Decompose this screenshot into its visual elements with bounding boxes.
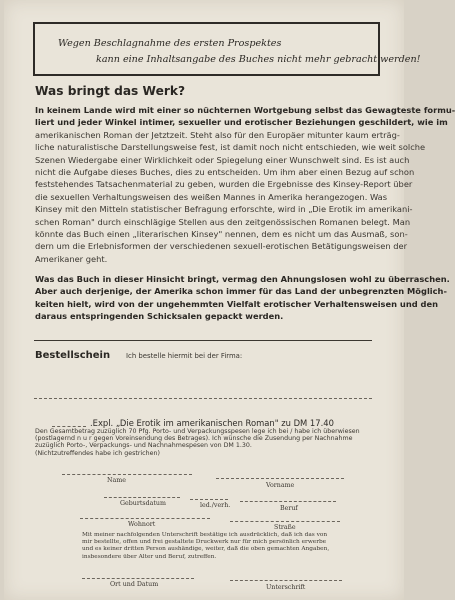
first-name-label: Vorname	[266, 482, 295, 489]
marital-status-field-line[interactable]	[190, 499, 228, 500]
paragraph-line: In keinem Lande wird mit einer so nüchternen Wortgebung selbst das Gewagteste formu-	[35, 105, 455, 115]
paragraph-line: daraus entspringenden Schicksalen gepackt werden.	[35, 311, 284, 322]
order-form-heading: Bestellschein	[35, 350, 111, 361]
description-paragraph-2	[35, 273, 450, 323]
price-note	[35, 428, 360, 457]
signature-field-line[interactable]	[230, 580, 342, 581]
paragraph-line: feststehendes Tatsachenmaterial zu geben, wurden die Ergebnisse des Kinsey-Report über	[35, 179, 413, 190]
residence-label: Wohnort	[128, 521, 156, 528]
notice-line-1: Wegen Beschlagnahme des ersten Prospektes	[58, 38, 282, 49]
consent-line: und es keiner dritten Person aushändige, weiter, daß die oben gemachten Angaben,	[82, 546, 330, 553]
street-label: Straße	[274, 524, 296, 531]
paragraph-line: liche naturalistische Darstellungsweise fest, ist damit noch nicht entschieden, wie weit solche	[35, 142, 426, 153]
paragraph-line: schen Roman" durch einschlägige Stellen aus den zeitgenössischen Romanen belegt. Man	[35, 216, 411, 227]
price-note-line: zuzüglich Porto-, Verpackungs- und Nachnahmespesen von DM 1.30.	[35, 442, 252, 450]
consent-line: Mit meiner nachfolgenden Unterschrift bestätige ich ausdrücklich, daß ich das von	[82, 532, 328, 538]
residence-field-line[interactable]	[80, 518, 210, 519]
birth-date-label: Geburtsdatum	[120, 500, 166, 507]
paragraph-line: keiten hielt, wird von der ungehemmten Vielfalt erotischer Verhaltensweisen und den	[35, 298, 439, 309]
paragraph-line: nicht die Aufgabe dieses Buches, dies zu entscheiden. Um ihm aber einen Bezug auf schon	[35, 166, 415, 177]
copies-quantity-line[interactable]	[52, 426, 86, 427]
paragraph-line: Szenen Wiedergabe einer Wirklichkeit oder Spiegelung einer Wunschwelt sind. Es ist auch	[35, 154, 410, 165]
occupation-field-line[interactable]	[240, 501, 336, 502]
name-label: Name	[107, 477, 126, 484]
marital-status-label: led./verh.	[200, 502, 231, 509]
paragraph-line: Was das Buch in dieser Hinsicht bringt, vermag den Ahnungslosen wohl zu überraschen.	[35, 274, 450, 284]
place-date-label: Ort und Datum	[110, 581, 159, 588]
paragraph-line: dern um die Erlebnisformen der verschiedenen sexuell-erotischen Betätigungsweisen der	[35, 241, 408, 252]
consent-line: insbesondere über Alter und Beruf, zutreffen.	[82, 553, 217, 560]
company-address-line[interactable]	[34, 398, 372, 399]
name-field-line[interactable]	[62, 474, 192, 475]
paragraph-line: liert und jeder Winkel intimer, sexueller und erotischer Beziehungen geschildert, wie im	[35, 117, 448, 128]
copies-order-line: .Expl. „Die Erotik im amerikanischen Roman" zu DM 17.40	[90, 418, 334, 428]
order-leaflet-page	[4, 0, 455, 600]
consent-line: mir bestellte, offen und frei gestaltete Druckwerk nur für mich persönlich erwerbe	[82, 539, 327, 546]
paragraph-line: die sexuellen Verhaltungsweisen des weißen Mannes in Amerika herangezogen. Was	[35, 191, 388, 202]
section-divider	[34, 340, 372, 341]
paragraph-line: Kinsey mit den Mitteln statistischer Befragung erforschte, wird in „Die Erotik im amerikani-	[35, 204, 413, 215]
first-name-field-line[interactable]	[216, 478, 344, 479]
intro-heading: Was bringt das Werk?	[35, 84, 186, 98]
description-paragraph-1	[35, 104, 455, 265]
notice-line-2: kann eine Inhaltsangabe des Buches nicht mehr gebracht werden!	[96, 54, 421, 65]
paragraph-line: könnte das Buch einen „literarischen Kinsey" nennen, dem es nicht um das Ausmaß, son-	[35, 228, 408, 239]
paragraph-line: Aber auch derjenige, der Amerika schon immer für das Land der unbegrenzten Möglich-	[35, 286, 447, 297]
place-date-field-line[interactable]	[82, 578, 194, 579]
occupation-label: Beruf	[280, 505, 298, 512]
paragraph-line: Amerikaner geht.	[35, 253, 108, 264]
confiscation-notice-box	[33, 22, 421, 76]
order-intro-text: Ich bestelle hiermit bei der Firma:	[126, 352, 243, 360]
price-note-line: (Nichtzutreffendes habe ich gestrichen)	[35, 449, 160, 457]
birth-date-field-line[interactable]	[104, 497, 180, 498]
price-note-line: Den Gesamtbetrag zuzüglich 70 Pfg. Porto- und Verpackungsspesen lege ich bei / habe ich überwiesen	[35, 428, 360, 435]
street-field-line[interactable]	[230, 521, 340, 522]
signature-label: Unterschrift	[266, 584, 306, 591]
price-note-line: (postlagernd n u r gegen Voreinsendung des Betrages). Ich wünsche die Zusendung per Nachnahme	[35, 435, 353, 443]
consent-statement	[82, 532, 329, 561]
paragraph-line: amerikanischen Roman der Jetztzeit. Steht also für den Europäer mitunter kaum erträg-	[35, 129, 400, 140]
